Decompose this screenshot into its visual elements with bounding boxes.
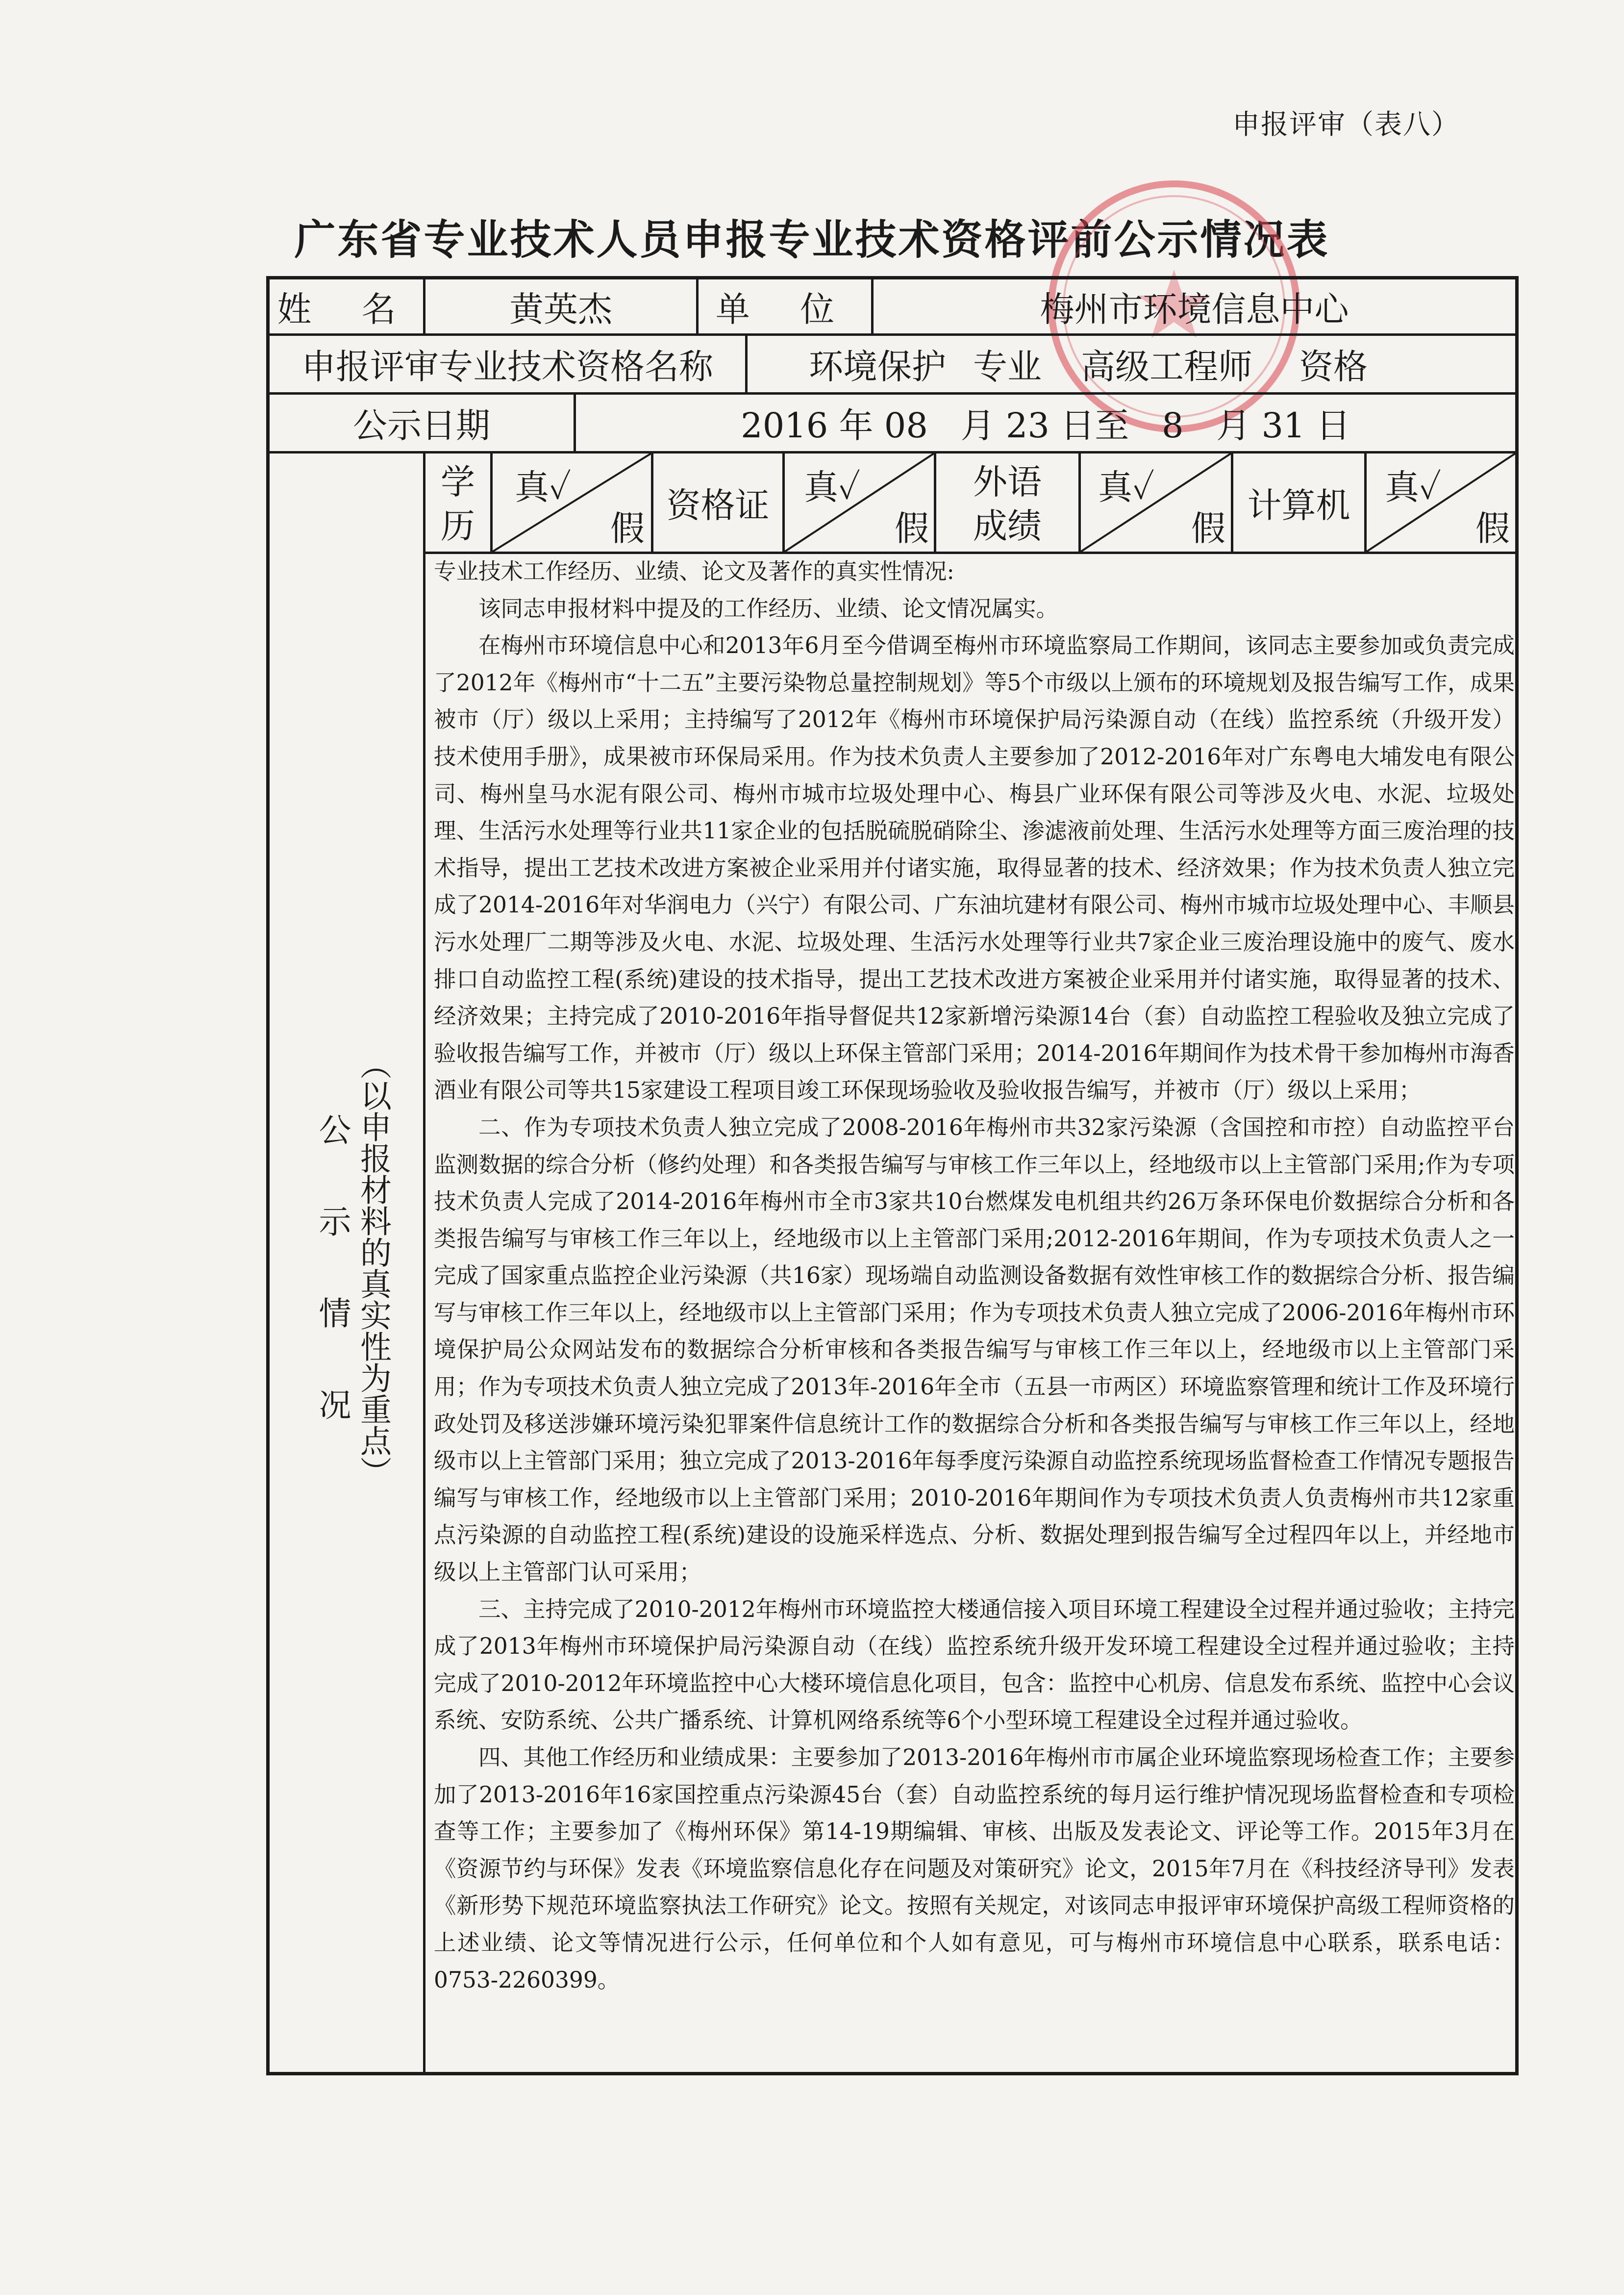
language-label-line1: 外语 — [973, 462, 1042, 502]
page-title: 广东省专业技术人员申报专业技术资格评前公示情况表 — [294, 215, 1330, 264]
form-number-label: 申报评审（表八） — [1232, 109, 1460, 141]
content-paragraph: 三、主持完成了2010-2012年梅州市环境监控大楼通信接入项目环境工程建设全过程并通过验收；主持完成了2013年梅州市环境保护局污染源自动（在线）监控系统升级开发环境工程建设全过程并通过验收；主持完成了2010-2012年环境监控中心大楼环境信息化项目，包含：监控中心机房、信息发布系统、监控中心会议系统、安防系统、公共广播系统、计算机网络系统等6个小型环境工程建设全过程并通过验收。 — [434, 1596, 1515, 1734]
education-false-mark: 假 — [610, 508, 645, 549]
content-paragraph: 二、作为专项技术负责人独立完成了2008-2016年梅州市共32家污染源（含国控和市控）自动监控平台监测数据的综合分析（修约处理）和各类报告编写与审核工作三年以上，经地级市以上主管部门采用;作为专项技术负责人完成了2014-2016年梅州市全市3家共10台燃煤发电机组共约26万条环保电价数据综合分析和各类报告编写与审核工作三年以上，经地级市以上主管部门采用;2012-2016年期间，作为专项技术负责人之一完成了国家重点监控企业污染源（共16家）现场端自动监测设备数据有效性审核工作的数据综合分析、报告编写与审核工作三年以上，经地级市以上主管部门采用；作为专项技术负责人独立完成了2006-2016年梅州市环境保护局公众网站发布的数据综合分析审核和各类报告编写与审核工作三年以上，经地级市以上主管部门采用；作为专项技术负责人独立完成了2013年-2016年全市（五县一市两区）环境监察管理和统计工作及环境行政处罚及移送涉嫌环境污染犯罪案件信息统计工作的数据综合分析和各类报告编写与审核工作三年以上，经地级市以上主管部门采用；独立完成了2013-2016年每季度污染源自动监控系统现场监督检查工作情况专题报告编写与审核工作，经地级市以上主管部门采用；2010-2016年期间作为专项技术负责人负责梅州市共12家重点污染源的自动监控工程(系统)建设的设施采样选点、分析、数据处理到报告编写全过程四年以上，并经地市级以上主管部门认可采用； — [434, 1114, 1515, 1586]
publicity-date-label: 公示日期 — [353, 405, 490, 446]
certificate-false-mark: 假 — [895, 508, 929, 549]
major-suffix: 专业 — [973, 347, 1042, 387]
content-paragraph: 在梅州市环境信息中心和2013年6月至今借调至梅州市环境监察局工作期间，该同志主要参加或负责完成了2012年《梅州市“十二五”主要污染物总量控制规划》等5个市级以上颁布的环境规划及报告编写工作，成果被市（厅）级以上采用；主持编写了2012年《梅州市环境保护局污染源自动（在线）监控系统（升级开发）技术使用手册》，成果被市环保局采用。作为技术负责人主要参加了2012-2016年对广东粤电大埔发电有限公司、梅州皇马水泥有限公司、梅州市城市垃圾处理中心、梅县广业环保有限公司等涉及火电、水泥、垃圾处理、生活污水处理等行业共11家企业的包括脱硫脱硝除尘、渗滤液前处理、生活污水处理等方面三废治理的技术指导，提出工艺技术改进方案被企业采用并付诸实施，取得显著的技术、经济效果；作为技术负责人独立完成了2014-2016年对华润电力（兴宁）有限公司、广东油坑建材有限公司、梅州市城市垃圾处理中心、丰顺县污水处理厂二期等涉及火电、水泥、垃圾处理、生活污水处理等行业共7家企业三废治理设施中的废气、废水排口自动监控工程(系统)建设的技术指导，提出工艺技术改进方案被企业采用并付诸实施，取得显著的技术、经济效果；主持完成了2010-2016年指导督促共12家新增污染源14台（套）自动监控工程验收及独立完成了验收报告编写工作，并被市（厅）级以上环保主管部门采用；2014-2016年期间作为技术骨干参加梅州市海香酒业有限公司等共15家建设工程项目竣工环保现场验收及验收报告编写，并被市（厅）级以上采用； — [434, 632, 1515, 1104]
publicity-side-note: （以申报材料的真实性为重点） — [355, 1048, 391, 1488]
unit-label: 单 位 — [715, 289, 854, 329]
certificate-true-mark: 真✓ — [804, 467, 861, 507]
language-label-line2: 成绩 — [973, 506, 1042, 546]
computer-true-mark: 真✓ — [1385, 467, 1442, 507]
name-value: 黄英杰 — [509, 289, 612, 329]
education-true-mark: 真✓ — [515, 467, 572, 507]
publicity-side-label: 公 示 情 况 — [313, 1113, 351, 1445]
language-true-mark: 真✓ — [1098, 467, 1155, 507]
computer-label: 计算机 — [1247, 485, 1350, 526]
level-value: 高级工程师 — [1081, 347, 1252, 387]
language-false-mark: 假 — [1191, 508, 1225, 549]
publicity-date-value: 2016 年 08 月 23 日至 8 月 31 日 — [741, 405, 1350, 446]
name-label: 姓 名 — [277, 289, 416, 329]
unit-value: 梅州市环境信息中心 — [1040, 289, 1349, 329]
education-label-line2: 历 — [441, 506, 475, 546]
content-heading: 专业技术工作经历、业绩、论文及著作的真实性情况: — [434, 558, 954, 584]
content-paragraph: 该同志申报材料中提及的工作经历、业绩、论文情况属实。 — [478, 595, 1059, 622]
level-suffix: 资格 — [1299, 347, 1368, 387]
content-paragraph: 四、其他工作经历和业绩成果：主要参加了2013-2016年梅州市市属企业环境监察现场检查工作；主要参加了2013-2016年16家国控重点污染源45台（套）自动监控系统的每月运行维护情况现场监督检查和专项检查等工作；主要参加了《梅州环保》第14-19期编辑、审核、出版及发表论文、评论等工作。2015年3月在《资源节约与环保》发表《环境监察信息化存在问题及对策研究》论文，2015年7月在《科技经济导刊》发表《新形势下规范环境监察执法工作研究》论文。按照有关规定，对该同志申报评审环境保护高级工程师资格的上述业绩、论文等情况进行公示，任何单位和个人如有意见，可与梅州市环境信息中心联系，联系电话：0753-2260399。 — [434, 1744, 1515, 1993]
major-value: 环境保护 — [809, 347, 946, 387]
certificate-label: 资格证 — [666, 485, 770, 526]
qualification-label: 申报评审专业技术资格名称 — [301, 347, 713, 387]
publicity-content — [434, 553, 1515, 2068]
education-label-line1: 学 — [441, 462, 475, 502]
computer-false-mark: 假 — [1475, 508, 1510, 549]
